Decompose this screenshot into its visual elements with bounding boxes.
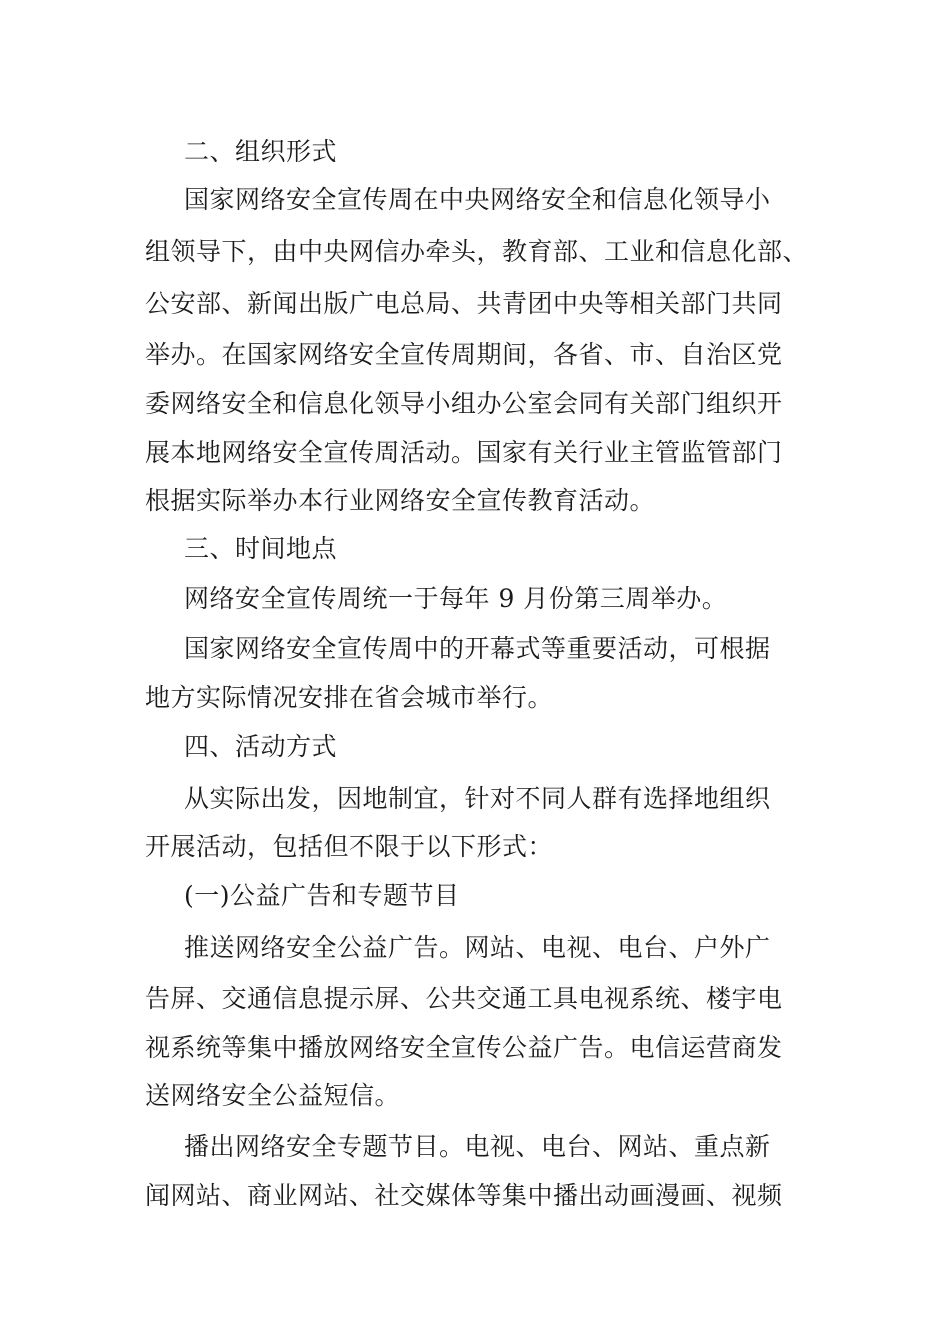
paragraph-line: 告屏、交通信息提示屏、公共交通工具电视系统、楼宇电 (145, 984, 783, 1013)
paragraph-line: 展本地网络安全宣传周活动。国家有关行业主管监管部门 (145, 438, 783, 467)
paragraph-line: 送网络安全公益短信。 (145, 1081, 401, 1110)
paragraph-line: 推送网络安全公益广告。网站、电视、电台、户外广 (184, 933, 771, 962)
subheading-public-ads: (一)公益广告和专题节目 (184, 881, 460, 910)
paragraph-line: 视系统等集中播放网络安全宣传公益广告。电信运营商发 (145, 1033, 783, 1062)
paragraph-line: 从实际出发，因地制宜，针对不同人群有选择地组织 (184, 784, 771, 813)
paragraph-line: 根据实际举办本行业网络安全宣传教育活动。 (145, 486, 656, 515)
heading-activity-methods: 四、活动方式 (184, 732, 338, 761)
paragraph-line: 播出网络安全专题节目。电视、电台、网站、重点新 (184, 1132, 771, 1161)
heading-time-place: 三、时间地点 (184, 534, 338, 563)
paragraph-line: 地方实际情况安排在省会城市举行。 (145, 683, 554, 712)
paragraph-line: 国家网络安全宣传周中的开幕式等重要活动，可根据 (184, 634, 771, 663)
paragraph-line: 组领导下，由中央网信办牵头，教育部、工业和信息化部、 (145, 237, 809, 266)
paragraph-line: 公安部、新闻出版广电总局、共青团中央等相关部门共同 (145, 289, 783, 318)
heading-organization-form: 二、组织形式 (184, 137, 338, 166)
paragraph-line: 举办。在国家网络安全宣传周期间，各省、市、自治区党 (145, 340, 783, 369)
paragraph-line: 国家网络安全宣传周在中央网络安全和信息化领导小 (184, 185, 771, 214)
paragraph-line: 网络安全宣传周统一于每年 9 月份第三周举办。 (184, 584, 728, 613)
paragraph-line: 委网络安全和信息化领导小组办公室会同有关部门组织开 (145, 389, 783, 418)
paragraph-line: 闻网站、商业网站、社交媒体等集中播出动画漫画、视频 (145, 1181, 783, 1210)
paragraph-line: 开展活动，包括但不限于以下形式： (145, 832, 554, 861)
